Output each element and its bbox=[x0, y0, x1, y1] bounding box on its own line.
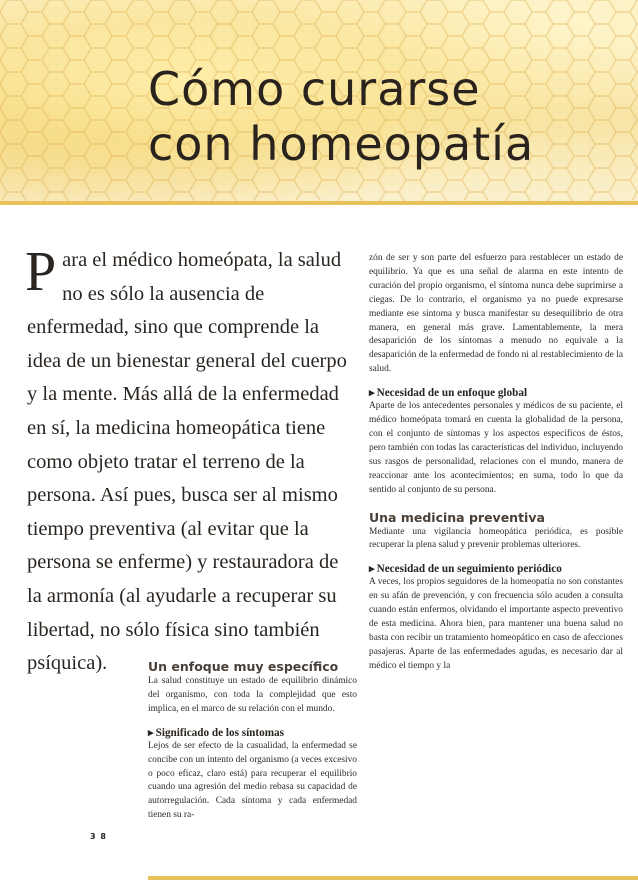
header-banner bbox=[0, 0, 638, 205]
subheading bbox=[148, 726, 357, 740]
subheading-text: Necesidad de un enfoque global bbox=[376, 387, 528, 400]
drop-cap: P bbox=[25, 241, 57, 303]
page-title bbox=[148, 62, 534, 172]
bullet-icon: ▸ bbox=[369, 563, 375, 576]
body-paragraph: Aparte de los antecedentes personales y médicos de su paciente, el médico homeópata tomará en cuenta la globalidad de la persona, con el conjunto de síntomas y los aspectos específicos de éstos, pero también con todas las características del individuo, incluyendo sus rasgos de personalidad, relaciones con el mundo, manera de reaccionar ante los acontecimientos; en suma, todo lo que da sentido al conjunto de su persona. bbox=[369, 401, 623, 495]
body-paragraph: La salud constituye un estado de equilibrio dinámico del organismo, con toda la complejidad que esto implica, en el marco de su relación con el mundo. bbox=[148, 676, 357, 714]
header-divider bbox=[0, 201, 638, 205]
subheading bbox=[369, 386, 623, 400]
section-heading: Un enfoque muy específico bbox=[148, 659, 339, 674]
title-line-2: con homeopatía bbox=[148, 117, 535, 171]
body-paragraph: Lejos de ser efecto de la casualidad, la enfermedad se concibe con un intento del organismo (a veces excesivo o poco eficaz, claro está) para recuperar el equilibrio cuando una agresión del medio rebasa su capacidad de autorregulación. Cada síntoma y cada enfermedad tienen su ra- bbox=[148, 740, 357, 821]
body-paragraph: zón de ser y son parte del esfuerzo para restablecer un estado de equilibrio. Ya que es una señal de alarma en este intento de curación del propio organismo, el síntoma nunca debe suprimirse a ciegas. De lo contrario, el organismo ya no puede expresarse mediante ese síntoma y busca manifestar su desequilibrio de otra manera, en general más grave. Lamentablemente, la mera desaparición de los síntomas a menudo no equivale a la desaparición de la enfermedad de fondo ni al restablecimiento de la salud. bbox=[369, 253, 623, 375]
footer-divider bbox=[148, 876, 638, 880]
bullet-icon: ▸ bbox=[369, 387, 375, 400]
subheading-text: Significado de los síntomas bbox=[155, 726, 284, 739]
section-heading: Una medicina preventiva bbox=[369, 509, 545, 525]
body-paragraph: A veces, los propios seguidores de la homeopatía no son constantes en su afán de prevención, y con frecuencia sólo acuden a consulta cuando están enfermos, olvidando el importante aspecto preventivo de esta medicina. Ahora bien, para mantener una buena salud no basta con recibir un tratamiento homeopático en caso de afecciones pasajeras. Aparte de las enfermedades agudas, es necesario dar al médico el tiempo y la bbox=[369, 577, 623, 671]
left-column bbox=[148, 658, 357, 823]
title-line-1: Cómo curarse bbox=[148, 62, 481, 116]
bullet-icon: ▸ bbox=[148, 726, 154, 739]
subheading-text: Necesidad de un seguimiento periódico bbox=[376, 563, 562, 576]
intro-text: ara el médico homeópata, la salud no es sólo la ausencia de enfermedad, sino que comprende la idea de un bienestar general del cuerpo y la mente. Más allá de la enfermedad en sí, la medicina homeopática tiene como objeto tratar el terreno de la persona. Así pues, busca ser al mismo tiempo preventiva (al evitar que la persona se enferme) y restauradora de la armonía (al ayudarle a recuperar su libertad, no sólo física sino también psíquica). bbox=[27, 249, 347, 675]
page-number: 3 8 bbox=[90, 832, 107, 841]
body-paragraph: Mediante una vigilancia homeopática periódica, es posible recuperar la plena salud y prevenir problemas ulteriores. bbox=[369, 526, 623, 551]
subheading bbox=[369, 562, 623, 576]
intro-paragraph bbox=[25, 241, 347, 681]
right-column bbox=[369, 252, 623, 674]
